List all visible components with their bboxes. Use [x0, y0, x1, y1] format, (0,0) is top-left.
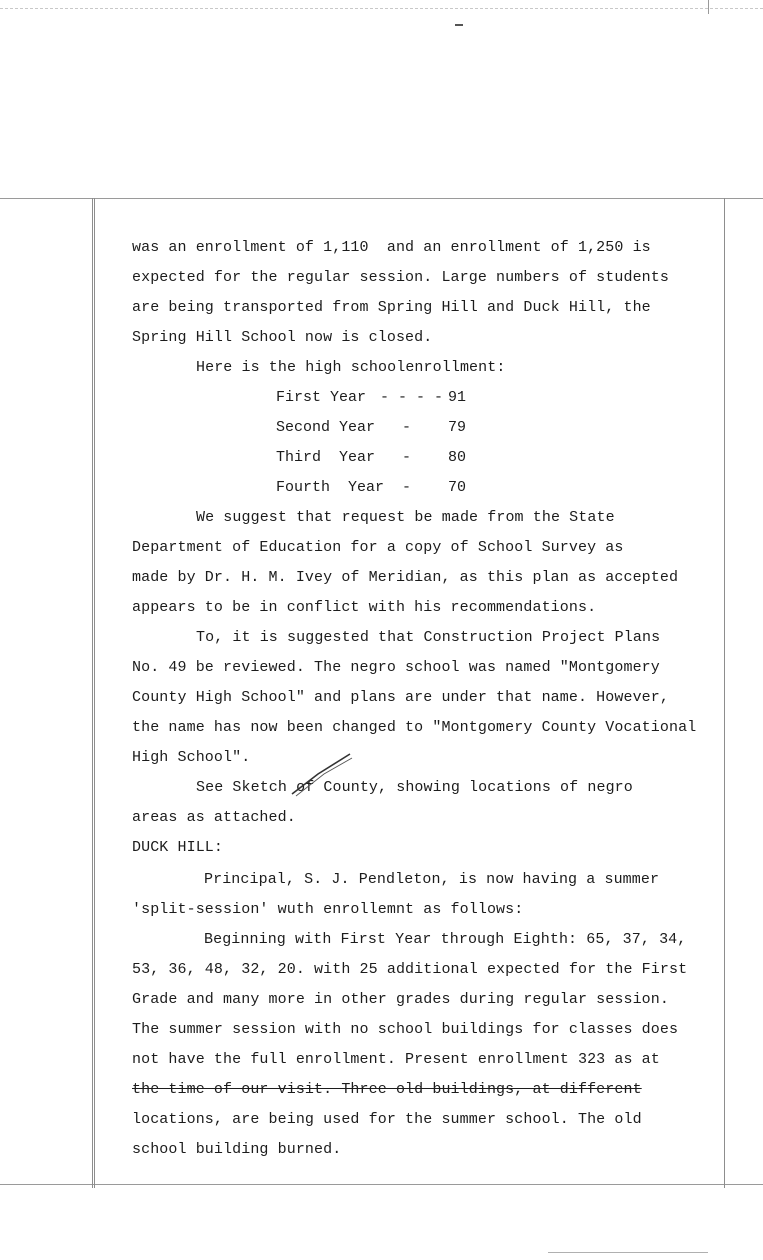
- dash-separator: - - - -: [380, 389, 444, 406]
- text-line: expected for the regular session. Large numbers of students: [132, 269, 669, 286]
- text-line: locations, are being used for the summer school. The old: [132, 1111, 642, 1128]
- enrollment-value: 70: [448, 479, 467, 496]
- text-line: Department of Education for a copy of School Survey as: [132, 539, 624, 556]
- text-line: 53, 36, 48, 32, 20. with 25 additional expected for the First: [132, 961, 688, 978]
- text-line: Spring Hill School now is closed.: [132, 329, 433, 346]
- enrollment-value: 80: [448, 449, 467, 466]
- text-line: Grade and many more in other grades during regular session.: [132, 991, 669, 1008]
- text-line: made by Dr. H. M. Ivey of Meridian, as this plan as accepted: [132, 569, 679, 586]
- enrollment-value: 79: [448, 419, 467, 436]
- text-line: the name has now been changed to "Montgomery County Vocational: [132, 719, 697, 736]
- section-heading: DUCK HILL:: [132, 839, 224, 856]
- year-label: Second Year: [276, 419, 376, 436]
- text-line: We suggest that request be made from the State: [196, 509, 615, 526]
- left-margin-rule: [92, 198, 95, 1188]
- year-label: Fourth Year: [276, 479, 385, 496]
- text-line: To, it is suggested that Construction Project Plans: [196, 629, 661, 646]
- text-line: No. 49 be reviewed. The negro school was named "Montgomery: [132, 659, 660, 676]
- pen-correction-mark: [288, 752, 358, 798]
- text-line: appears to be in conflict with his recommendations.: [132, 599, 597, 616]
- top-border-rule: [0, 198, 763, 199]
- text-line: was an enrollment of 1,110 and an enrollment of 1,250 is: [132, 239, 651, 256]
- enrollment-value: 91: [448, 389, 467, 406]
- text-line: High School".: [132, 749, 251, 766]
- text-line: are being transported from Spring Hill and Duck Hill, the: [132, 299, 651, 316]
- text-line: See Sketch of County, showing locations of negro: [196, 779, 633, 796]
- bottom-edge-mark: [548, 1252, 708, 1253]
- text-line: Principal, S. J. Pendleton, is now having a summer: [204, 871, 660, 888]
- text-line: Here is the high schoolenrollment:: [196, 359, 506, 376]
- text-line: areas as attached.: [132, 809, 296, 826]
- bottom-border-rule: [0, 1184, 763, 1185]
- text-line: school building burned.: [132, 1141, 342, 1158]
- text-line: not have the full enrollment. Present enrollment 323 as at: [132, 1051, 660, 1068]
- text-line: 'split-session' wuth enrollemnt as follows:: [132, 901, 524, 918]
- corner-mark: [708, 0, 709, 14]
- year-label: Third Year: [276, 449, 376, 466]
- right-margin-rule: [724, 198, 725, 1188]
- top-tick-mark: [455, 24, 463, 26]
- page-edge-top: [0, 8, 763, 9]
- struck-text-line: the time of our visit. Three old buildings, at different: [132, 1081, 642, 1098]
- text-line: The summer session with no school buildings for classes does: [132, 1021, 679, 1038]
- dash-separator: -: [402, 449, 412, 466]
- dash-separator: -: [402, 479, 412, 496]
- dash-separator: -: [402, 419, 412, 436]
- text-line: County High School" and plans are under that name. However,: [132, 689, 669, 706]
- text-line: Beginning with First Year through Eighth: 65, 37, 34,: [204, 931, 687, 948]
- year-label: First Year: [276, 389, 367, 406]
